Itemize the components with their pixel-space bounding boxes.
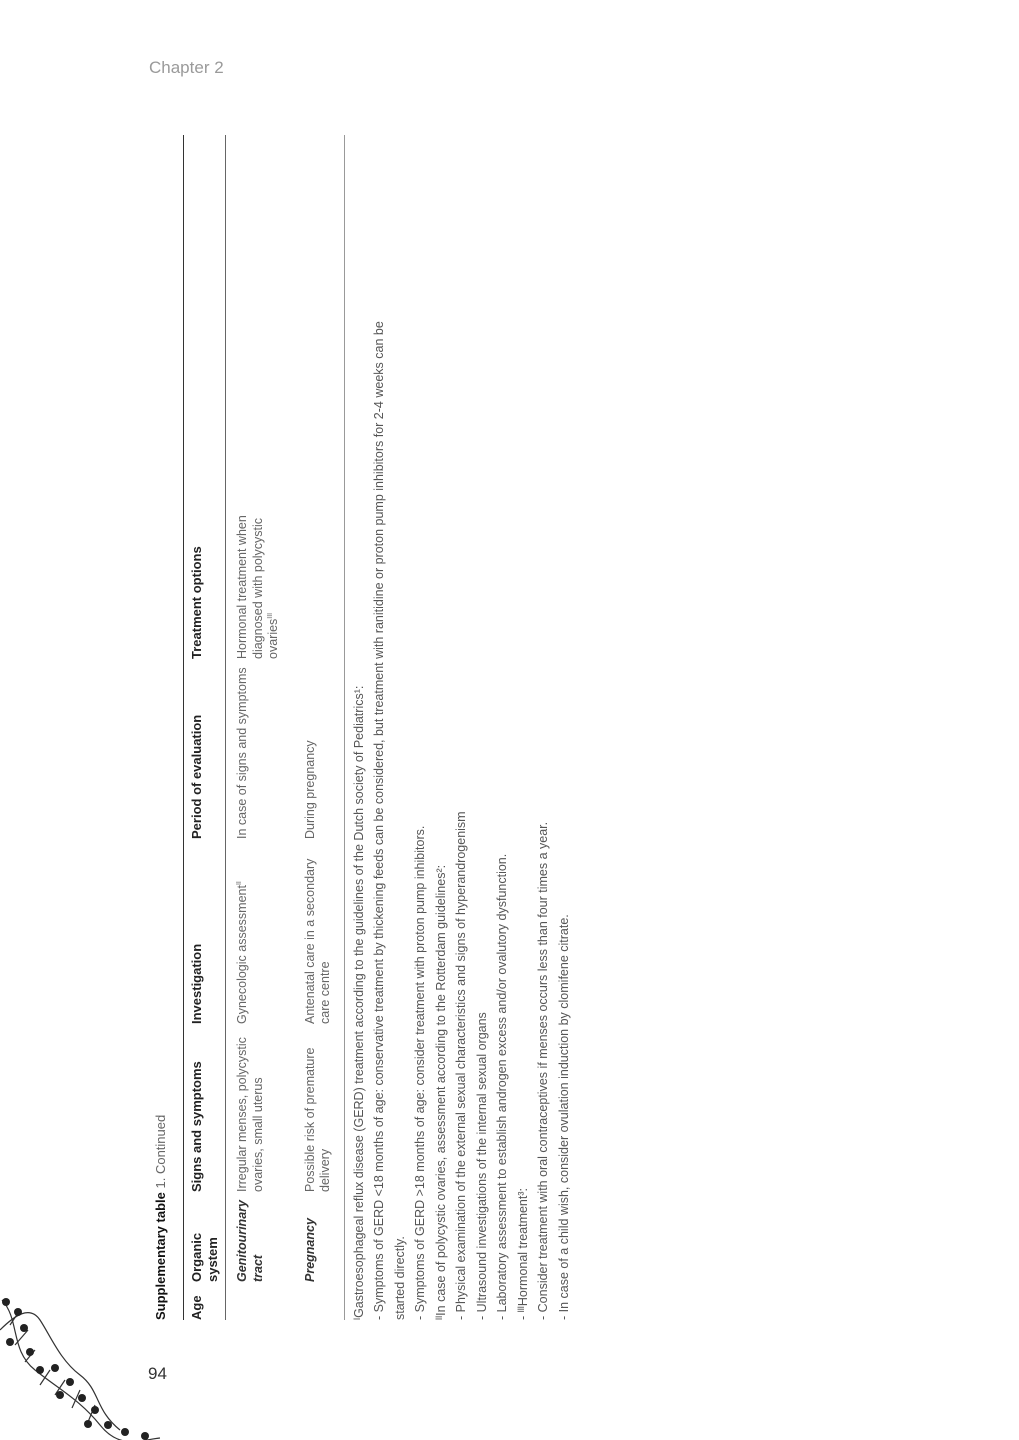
investigation-text: Antenatal care in a secondary care centre [302, 858, 332, 1024]
footnote-line: - Physical examination of the external sexual characteristics and signs of hyperandrogenism [454, 811, 468, 1320]
dna-helix-icon [0, 1290, 170, 1440]
table-row [226, 135, 292, 1320]
page-number: 94 [148, 1364, 167, 1383]
cell-investigation [226, 839, 292, 1024]
supplementary-table [183, 135, 344, 1320]
column-header: Signs and symptoms [189, 1061, 204, 1192]
footnote-line: - In case of a child wish, consider ovulation induction by clomifene citrate. [556, 914, 571, 1320]
cell-period: During pregnancy [302, 740, 317, 839]
footnote-marker: III [266, 612, 274, 619]
column-header: Treatment options [189, 546, 204, 659]
column-header: Period of evaluation [189, 714, 204, 839]
caption-text: 1. Continued [153, 1114, 168, 1189]
footnote-line: - Symptoms of GERD <18 months of age: conservative treatment by thickening feeds can be considered, but treatment with ranitidine or proton pump inhibitors for 2-4 weeks can be [372, 321, 386, 1320]
table-caption [153, 135, 183, 1320]
footnote-line: started directly. [392, 1236, 407, 1320]
rotated-table-block [153, 135, 573, 1320]
footnote-line: ᴵᴵIn case of polycystic ovaries, assessment according to the Rotterdam guidelines²: [433, 864, 448, 1320]
cell-period: In case of signs and symptoms [235, 667, 249, 839]
cell-age [226, 1282, 292, 1320]
cell-organic-system: Genitourinary tract [235, 1200, 265, 1282]
caption-label: Supplementary table [153, 1192, 168, 1320]
footnote-line: - ᴵᴵᴵHormonal treatment³: [515, 1188, 530, 1320]
column-header: Investigation [189, 943, 204, 1024]
table-header-row [184, 135, 226, 1320]
cell-signs: Irregular menses, polycystic ovaries, small uterus [235, 1037, 265, 1192]
chapter-header: Chapter 2 [149, 58, 224, 77]
column-header-empty [184, 135, 226, 489]
footnote-marker: II [235, 881, 243, 886]
footnote-line: - Ultrasound investigations of the internal sexual organs [474, 1012, 489, 1320]
column-header: Organic system [189, 1232, 220, 1282]
table-row [292, 135, 344, 1320]
column-header: Age [189, 1295, 204, 1320]
table-footnotes [344, 135, 575, 1320]
cell-treatment [292, 489, 344, 659]
cell-age [292, 1282, 344, 1320]
footnote-line: ᴵGastroesophageal reflux disease (GERD) treatment according to the guidelines of the Dutch society of Pediatrics¹: [351, 685, 366, 1320]
cell-empty [292, 135, 344, 489]
cell-signs: Possible risk of premature delivery [302, 1047, 332, 1192]
footnote-line: - Symptoms of GERD >18 months of age: consider treatment with proton pump inhibitors. [413, 825, 427, 1320]
cell-empty [226, 135, 292, 489]
cell-treatment [226, 489, 292, 659]
footnote-line: - Laboratory assessment to establish androgen excess and/or ovalutory dysfunction. [495, 853, 509, 1320]
cell-organic-system: Pregnancy [302, 1218, 317, 1282]
investigation-text: Gynecologic assessment [235, 885, 249, 1024]
footnote-line: - Consider treatment with oral contraceptives if menses occurs less than four times a year. [536, 821, 550, 1320]
treatment-text: Hormonal treatment when diagnosed with polycystic ovaries [235, 515, 280, 659]
cell-investigation [292, 839, 344, 1024]
